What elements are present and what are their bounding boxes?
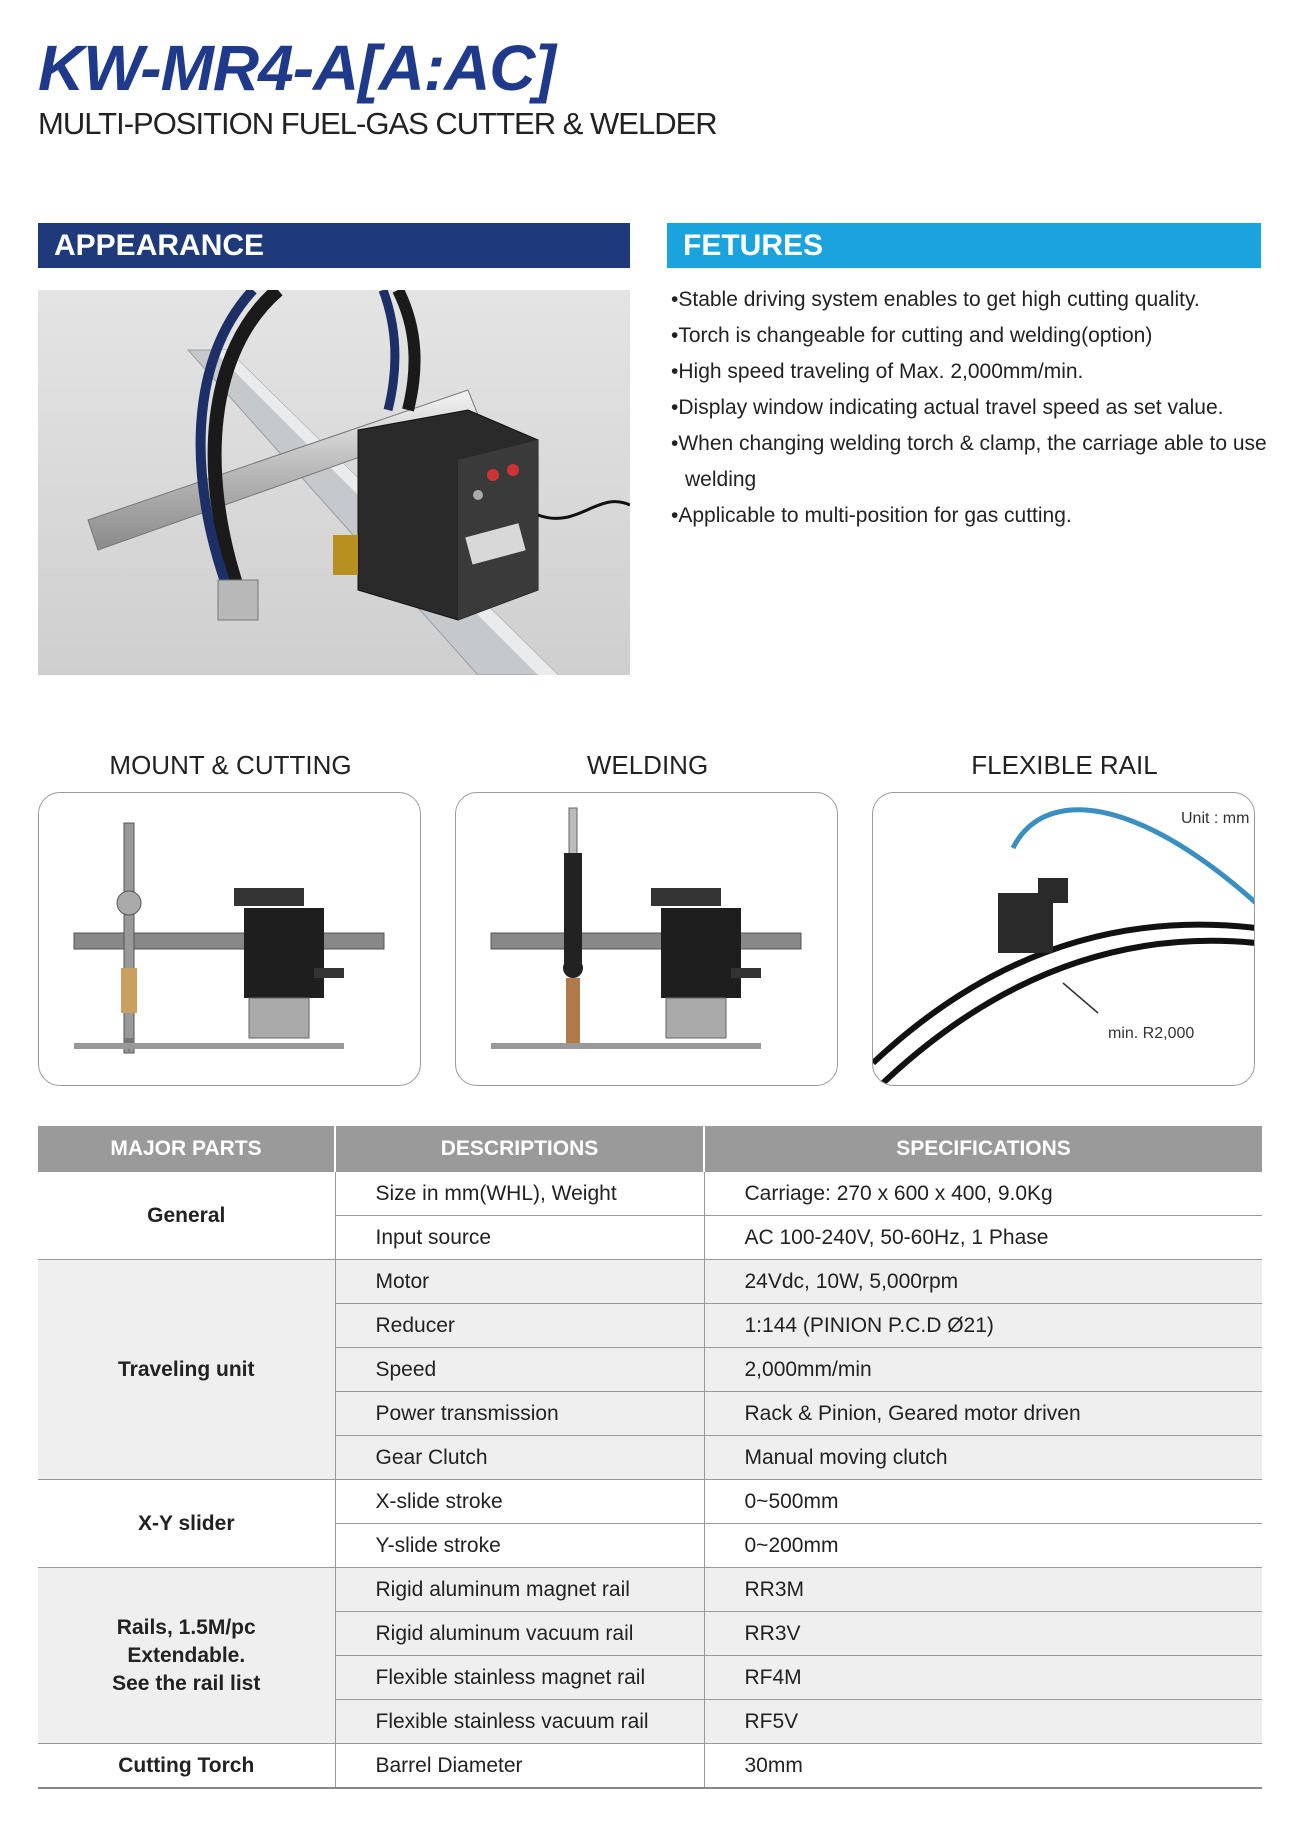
- product-photo: [38, 290, 630, 675]
- description-cell: Barrel Diameter: [335, 1744, 704, 1789]
- features-list: [667, 282, 1267, 534]
- flexible-rail-illustration: [872, 792, 1255, 1086]
- feature-item: • When changing welding torch & clamp, the carriage able to use welding: [667, 426, 1267, 498]
- welding-illustration: [455, 792, 838, 1086]
- mount-cutting-illustration: [38, 792, 421, 1086]
- description-cell: Input source: [335, 1216, 704, 1260]
- thumb-label-mount-cutting: MOUNT & CUTTING: [109, 750, 352, 780]
- description-cell: Motor: [335, 1260, 704, 1304]
- specification-cell: RR3M: [704, 1568, 1262, 1612]
- appearance-heading: APPEARANCE: [38, 223, 630, 268]
- feature-item: • Display window indicating actual travel speed as set value.: [667, 390, 1267, 426]
- feature-item: • Torch is changeable for cutting and welding(option): [667, 318, 1267, 354]
- specification-cell: Manual moving clutch: [704, 1436, 1262, 1480]
- specification-cell: Carriage: 270 x 600 x 400, 9.0Kg: [704, 1172, 1262, 1216]
- thumb-label-flexible-rail: FLEXIBLE RAIL: [971, 750, 1158, 780]
- unit-label: Unit : mm: [1181, 810, 1250, 827]
- major-part-cell: X-Y slider: [38, 1480, 335, 1568]
- table-row: [38, 1172, 1262, 1216]
- specification-cell: 24Vdc, 10W, 5,000rpm: [704, 1260, 1262, 1304]
- major-part-cell: Cutting Torch: [38, 1744, 335, 1789]
- description-cell: Power transmission: [335, 1392, 704, 1436]
- specification-cell: RF5V: [704, 1700, 1262, 1744]
- major-part-cell: Rails, 1.5M/pc Extendable. See the rail list: [38, 1568, 335, 1744]
- table-row: [38, 1260, 1262, 1304]
- description-cell: Rigid aluminum magnet rail: [335, 1568, 704, 1612]
- specification-cell: 0~200mm: [704, 1524, 1262, 1568]
- header-descriptions: DESCRIPTIONS: [335, 1126, 704, 1172]
- description-cell: Gear Clutch: [335, 1436, 704, 1480]
- specification-cell: 1:144 (PINION P.C.D Ø21): [704, 1304, 1262, 1348]
- major-part-cell: Traveling unit: [38, 1260, 335, 1480]
- feature-item: • Stable driving system enables to get high cutting quality.: [667, 282, 1267, 318]
- specification-cell: RF4M: [704, 1656, 1262, 1700]
- specification-cell: RR3V: [704, 1612, 1262, 1656]
- specification-cell: 0~500mm: [704, 1480, 1262, 1524]
- specification-cell: AC 100-240V, 50-60Hz, 1 Phase: [704, 1216, 1262, 1260]
- description-cell: Size in mm(WHL), Weight: [335, 1172, 704, 1216]
- product-subtitle: MULTI-POSITION FUEL-GAS CUTTER & WELDER: [38, 106, 717, 141]
- specification-cell: Rack & Pinion, Geared motor driven: [704, 1392, 1262, 1436]
- thumb-label-welding: WELDING: [586, 750, 709, 780]
- specifications-table: [38, 1126, 1262, 1789]
- description-cell: Y-slide stroke: [335, 1524, 704, 1568]
- specification-cell: 2,000mm/min: [704, 1348, 1262, 1392]
- description-cell: Speed: [335, 1348, 704, 1392]
- description-cell: Flexible stainless vacuum rail: [335, 1700, 704, 1744]
- table-row: [38, 1744, 1262, 1789]
- features-heading: FETURES: [667, 223, 1261, 268]
- header-major-parts: MAJOR PARTS: [38, 1126, 335, 1172]
- feature-item: • Applicable to multi-position for gas cutting.: [667, 498, 1267, 534]
- product-model-title: KW-MR4-A[A:AC]: [38, 32, 555, 104]
- description-cell: Flexible stainless magnet rail: [335, 1656, 704, 1700]
- description-cell: X-slide stroke: [335, 1480, 704, 1524]
- table-row: [38, 1568, 1262, 1612]
- description-cell: Rigid aluminum vacuum rail: [335, 1612, 704, 1656]
- radius-label: min. R2,000: [1108, 1025, 1195, 1042]
- description-cell: Reducer: [335, 1304, 704, 1348]
- specification-cell: 30mm: [704, 1744, 1262, 1789]
- major-part-cell: General: [38, 1172, 335, 1260]
- feature-item: • High speed traveling of Max. 2,000mm/min.: [667, 354, 1267, 390]
- header-specifications: SPECIFICATIONS: [704, 1126, 1262, 1172]
- table-row: [38, 1480, 1262, 1524]
